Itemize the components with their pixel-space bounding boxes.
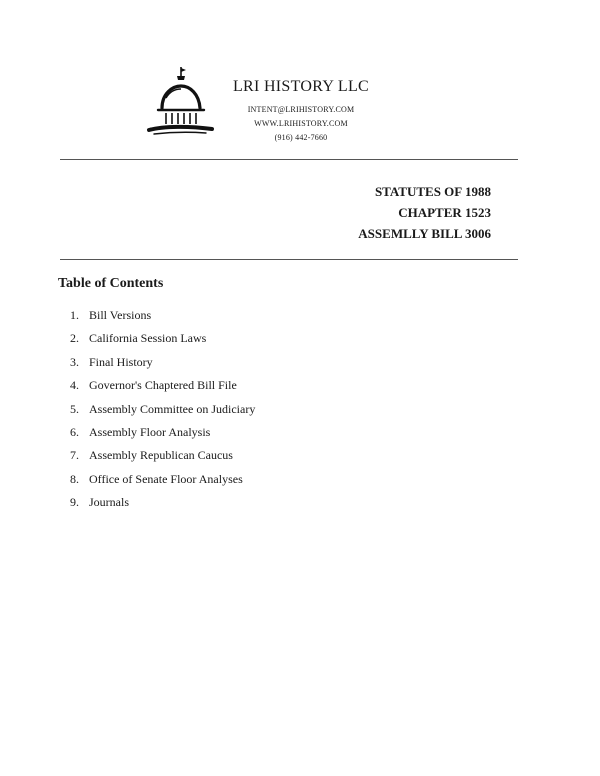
toc-item (70, 327, 255, 350)
statute-block (358, 181, 491, 244)
toc-item-number: 2. (70, 331, 79, 346)
toc-item (70, 304, 255, 327)
toc-item-label: Assembly Floor Analysis (89, 425, 211, 440)
toc-item-number: 7. (70, 448, 79, 463)
capitol-dome-icon (144, 64, 216, 138)
toc-item-number: 8. (70, 471, 79, 486)
toc-item (70, 398, 255, 421)
toc-item-number: 9. (70, 495, 79, 510)
toc-item-number: 5. (70, 401, 79, 416)
toc-item (70, 374, 255, 397)
company-email: INTENT@LRIHISTORY.COM (247, 105, 355, 114)
bottom-divider (60, 259, 518, 260)
toc-title: Table of Contents (58, 276, 164, 291)
toc-item-label: California Session Laws (89, 331, 207, 346)
toc-item-label: Assembly Republican Caucus (89, 448, 233, 463)
toc-item-label: Governor's Chaptered Bill File (89, 378, 237, 393)
statute-chapter: CHAPTER 1523 (398, 205, 491, 220)
toc-item-number: 3. (70, 354, 79, 369)
toc-item-label: Office of Senate Floor Analyses (89, 471, 243, 486)
toc-item (70, 468, 255, 491)
toc-item (70, 444, 255, 467)
toc-list (70, 304, 255, 515)
company-phone: (916) 442-7660 (274, 133, 328, 142)
toc-item-number: 1. (70, 308, 79, 322)
statute-year: STATUTES OF 1988 (374, 184, 491, 199)
toc-item-label: Assembly Committee on Judiciary (89, 401, 256, 416)
statute-bill: ASSEMLLY BILL 3006 (358, 226, 491, 241)
toc-item (70, 351, 255, 374)
toc-item-number: 4. (70, 378, 79, 393)
toc-item-label: Final History (89, 354, 153, 369)
company-header (226, 78, 376, 145)
toc-item-number: 6. (70, 425, 79, 440)
toc-item (70, 421, 255, 444)
top-divider (60, 159, 518, 160)
company-website: WWW.LRIHISTORY.COM (254, 119, 348, 128)
toc-item-label: Journals (89, 495, 129, 510)
toc-item (70, 491, 255, 514)
toc-item-label: Bill Versions (89, 308, 152, 322)
company-name: LRI HISTORY LLC (232, 78, 370, 95)
